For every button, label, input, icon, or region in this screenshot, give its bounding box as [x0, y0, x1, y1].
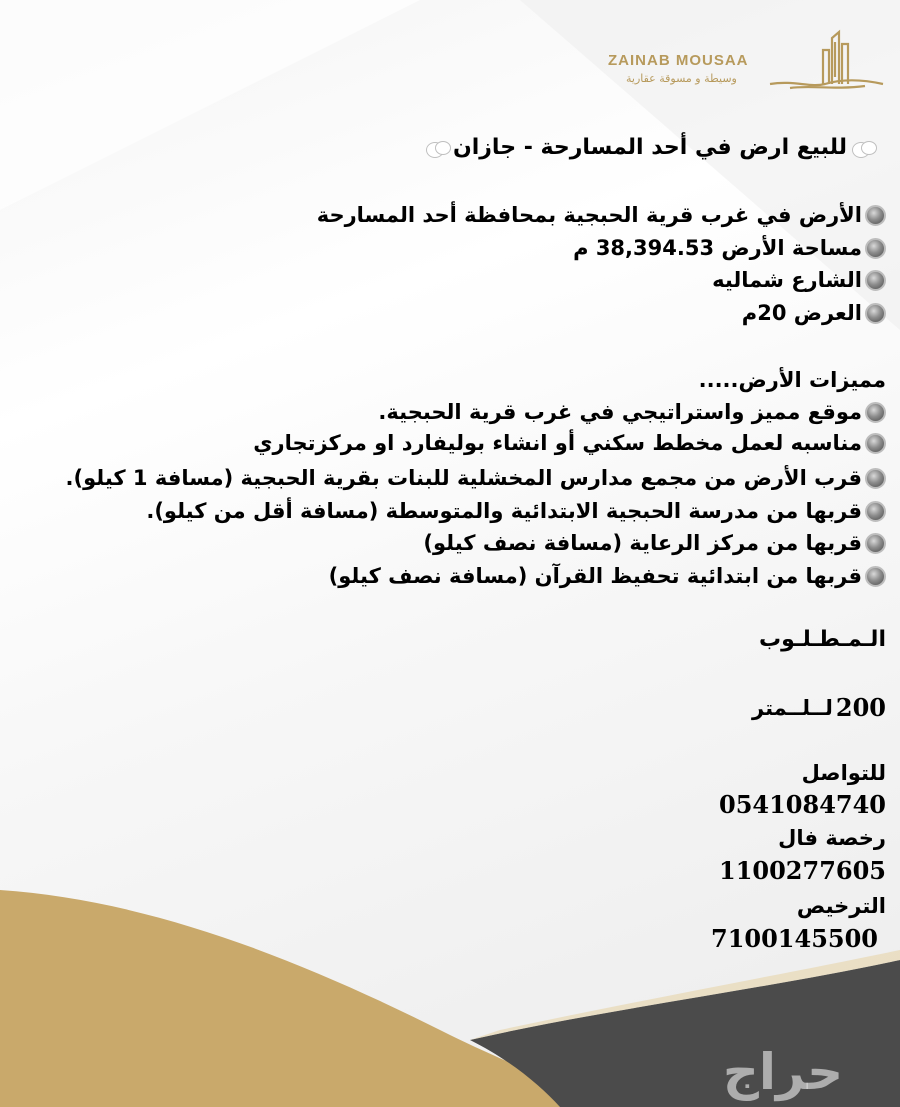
price-label: الـمـطـلـوب	[759, 627, 886, 652]
feature-item: مناسبه لعمل مخطط سكني أو انشاء بوليفارد او مركزتجاري	[253, 428, 886, 458]
features-heading: مميزات الأرض.....	[698, 368, 886, 392]
feature-item: قربها من ابتدائية تحفيظ القرآن (مسافة نصف كيلو)	[329, 561, 886, 591]
listing-title: للبيع ارض في أحد المسارحة - جازان	[452, 135, 847, 160]
radio-bullet-icon	[865, 402, 886, 423]
fal-license-label: رخصة فال	[778, 826, 886, 850]
radio-bullet-icon	[865, 468, 886, 489]
thought-cloud-icon	[424, 139, 450, 157]
detail-item: العرض 20م	[742, 298, 886, 328]
thought-cloud-icon	[850, 139, 876, 157]
brand-tagline: وسيطة و مسوقة عقارية	[626, 72, 737, 85]
license-label: الترخيص	[796, 894, 886, 918]
listing-title-row	[424, 133, 876, 163]
feature-item: قربها من مدرسة الحبجية الابتدائية والمتوسطة (مسافة أقل من كيلو).	[146, 496, 886, 526]
detail-item: الأرض في غرب قرية الحبجية بمحافظة أحد المسارحة	[317, 200, 886, 230]
contact-label: للتواصل	[801, 761, 886, 785]
brand-logo	[600, 22, 890, 102]
detail-item: الشارع شماليه	[712, 265, 886, 295]
building-logo-icon	[765, 22, 885, 92]
feature-item: موقع مميز واستراتيجي في غرب قرية الحبجية.	[378, 397, 886, 427]
price-value: 200	[835, 693, 886, 722]
contact-phone: 0541084740	[719, 790, 886, 819]
license-number: 7100145500	[711, 924, 878, 953]
radio-bullet-icon	[865, 566, 886, 587]
feature-item: قربها من مركز الرعاية (مسافة نصف كيلو)	[423, 528, 886, 558]
price-unit: لــلــمتر	[752, 696, 833, 720]
radio-bullet-icon	[865, 270, 886, 291]
price-row	[752, 693, 886, 723]
radio-bullet-icon	[865, 303, 886, 324]
radio-bullet-icon	[865, 205, 886, 226]
radio-bullet-icon	[865, 533, 886, 554]
feature-item: قرب الأرض من مجمع مدارس المخشلية للبنات بقرية الحبجية (مسافة 1 كيلو).	[66, 463, 887, 493]
detail-item: مساحة الأرض 38,394.53 م	[573, 233, 886, 263]
radio-bullet-icon	[865, 501, 886, 522]
radio-bullet-icon	[865, 238, 886, 259]
haraj-watermark: حراج	[722, 1043, 844, 1101]
radio-bullet-icon	[865, 433, 886, 454]
fal-license-number: 1100277605	[719, 856, 886, 885]
brand-name: ZAINAB MOUSAA	[608, 52, 749, 69]
